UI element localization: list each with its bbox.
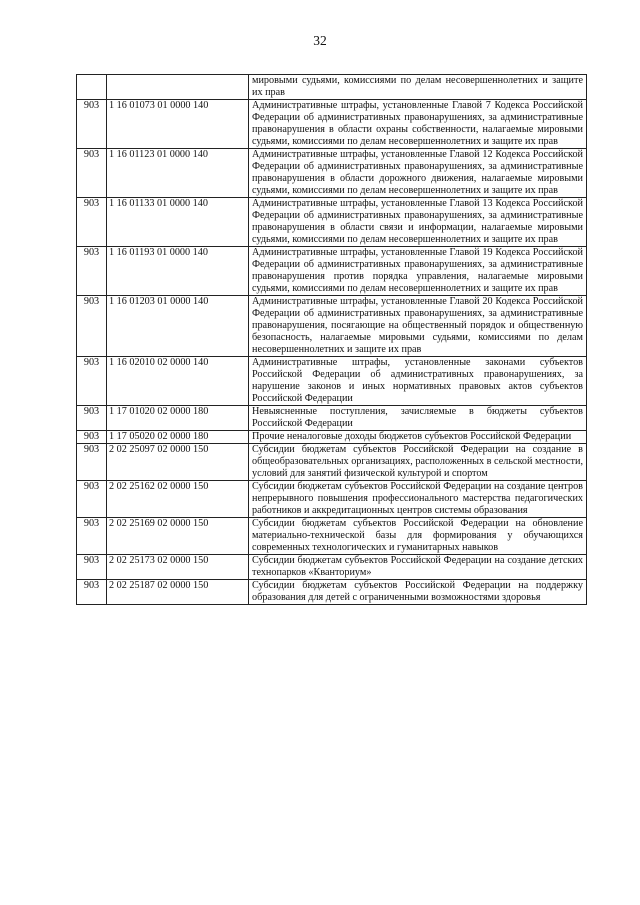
table-row xyxy=(77,481,587,518)
revenue-name-cell: Административные штрафы, установленные Главой 13 Кодекса Российской Федерации об административных правонарушениях, за административные правонарушения в области связи и информации, налагаемые мировыми судьями, комиссиями по делам несовершеннолетних и защите их прав xyxy=(249,198,587,247)
table-row xyxy=(77,580,587,605)
table-row xyxy=(77,518,587,555)
admin-code-cell: 903 xyxy=(77,580,107,605)
admin-code-cell: 903 xyxy=(77,518,107,555)
revenue-name-cell: Субсидии бюджетам субъектов Российской Федерации на создание детских технопарков «Кванториум» xyxy=(249,555,587,580)
admin-code-cell: 903 xyxy=(77,444,107,481)
classification-code-cell: 1 16 01203 01 0000 140 xyxy=(107,296,249,357)
table-row xyxy=(77,431,587,444)
classification-code-cell: 1 16 01073 01 0000 140 xyxy=(107,100,249,149)
revenue-name-cell: Административные штрафы, установленные законами субъектов Российской Федерации об административных правонарушениях, за нарушение законов и иных нормативных правовых актов субъектов Российской Федерации xyxy=(249,357,587,406)
admin-code-cell: 903 xyxy=(77,406,107,431)
admin-code-cell: 903 xyxy=(77,100,107,149)
classification-code-cell: 1 16 02010 02 0000 140 xyxy=(107,357,249,406)
revenue-name-cell: Прочие неналоговые доходы бюджетов субъектов Российской Федерации xyxy=(249,431,587,444)
revenue-name-cell: Субсидии бюджетам субъектов Российской Федерации на поддержку образования для детей с ограниченными возможностями здоровья xyxy=(249,580,587,605)
admin-code-cell: 903 xyxy=(77,296,107,357)
revenue-name-cell: Административные штрафы, установленные Главой 20 Кодекса Российской Федерации об административных правонарушениях, за административные правонарушения, посягающие на общественный порядок и общественную безопасность, налагаемые мировыми судьями, комиссиями по делам несовершеннолетних и защите их прав xyxy=(249,296,587,357)
admin-code-cell: 903 xyxy=(77,198,107,247)
revenue-name-cell: Невыясненные поступления, зачисляемые в бюджеты субъектов Российской Федерации xyxy=(249,406,587,431)
table-row xyxy=(77,357,587,406)
table-row xyxy=(77,100,587,149)
revenue-name-cell: Административные штрафы, установленные Главой 19 Кодекса Российской Федерации об административных правонарушениях, за административные правонарушения против порядка управления, налагаемые мировыми судьями, комиссиями по делам несовершеннолетних и защите их прав xyxy=(249,247,587,296)
revenue-name-cell: Административные штрафы, установленные Главой 12 Кодекса Российской Федерации об административных правонарушениях, за административные правонарушения в области дорожного движения, налагаемые мировыми судьями, комиссиями по делам несовершеннолетних и защите их прав xyxy=(249,149,587,198)
admin-code-cell: 903 xyxy=(77,555,107,580)
table-row xyxy=(77,198,587,247)
classification-code-cell: 1 17 01020 02 0000 180 xyxy=(107,406,249,431)
revenue-codes-table xyxy=(76,74,587,605)
table-row xyxy=(77,296,587,357)
classification-code-cell: 2 02 25173 02 0000 150 xyxy=(107,555,249,580)
revenue-name-cell: Субсидии бюджетам субъектов Российской Федерации на создание центров непрерывного повышения профессионального мастерства педагогических работников и аккредитационных центров системы образования xyxy=(249,481,587,518)
classification-code-cell: 1 16 01123 01 0000 140 xyxy=(107,149,249,198)
revenue-name-cell: Субсидии бюджетам субъектов Российской Федерации на создание в общеобразовательных организациях, расположенных в сельской местности, условий для занятий физической культурой и спортом xyxy=(249,444,587,481)
revenue-name-cell: Административные штрафы, установленные Главой 7 Кодекса Российской Федерации об административных правонарушениях, за административные правонарушения в области охраны собственности, налагаемые мировыми судьями, комиссиями по делам несовершеннолетних и защите их прав xyxy=(249,100,587,149)
table-row xyxy=(77,247,587,296)
page-number: 32 xyxy=(313,33,327,48)
classification-code-cell: 1 16 01193 01 0000 140 xyxy=(107,247,249,296)
table-row xyxy=(77,444,587,481)
admin-code-cell: 903 xyxy=(77,357,107,406)
revenue-name-cell: мировыми судьями, комиссиями по делам несовершеннолетних и защите их прав xyxy=(249,75,587,100)
table-body xyxy=(77,75,587,605)
admin-code-cell: 903 xyxy=(77,149,107,198)
admin-code-cell xyxy=(77,75,107,100)
classification-code-cell: 1 17 05020 02 0000 180 xyxy=(107,431,249,444)
revenue-name-cell: Субсидии бюджетам субъектов Российской Федерации на обновление материально-технической базы для формирования у обучающихся современных технологических и гуманитарных навыков xyxy=(249,518,587,555)
table-row xyxy=(77,75,587,100)
table-row xyxy=(77,149,587,198)
admin-code-cell: 903 xyxy=(77,431,107,444)
classification-code-cell: 2 02 25187 02 0000 150 xyxy=(107,580,249,605)
admin-code-cell: 903 xyxy=(77,247,107,296)
classification-code-cell xyxy=(107,75,249,100)
classification-code-cell: 2 02 25162 02 0000 150 xyxy=(107,481,249,518)
table-row xyxy=(77,555,587,580)
classification-code-cell: 2 02 25097 02 0000 150 xyxy=(107,444,249,481)
table-row xyxy=(77,406,587,431)
admin-code-cell: 903 xyxy=(77,481,107,518)
classification-code-cell: 2 02 25169 02 0000 150 xyxy=(107,518,249,555)
classification-code-cell: 1 16 01133 01 0000 140 xyxy=(107,198,249,247)
